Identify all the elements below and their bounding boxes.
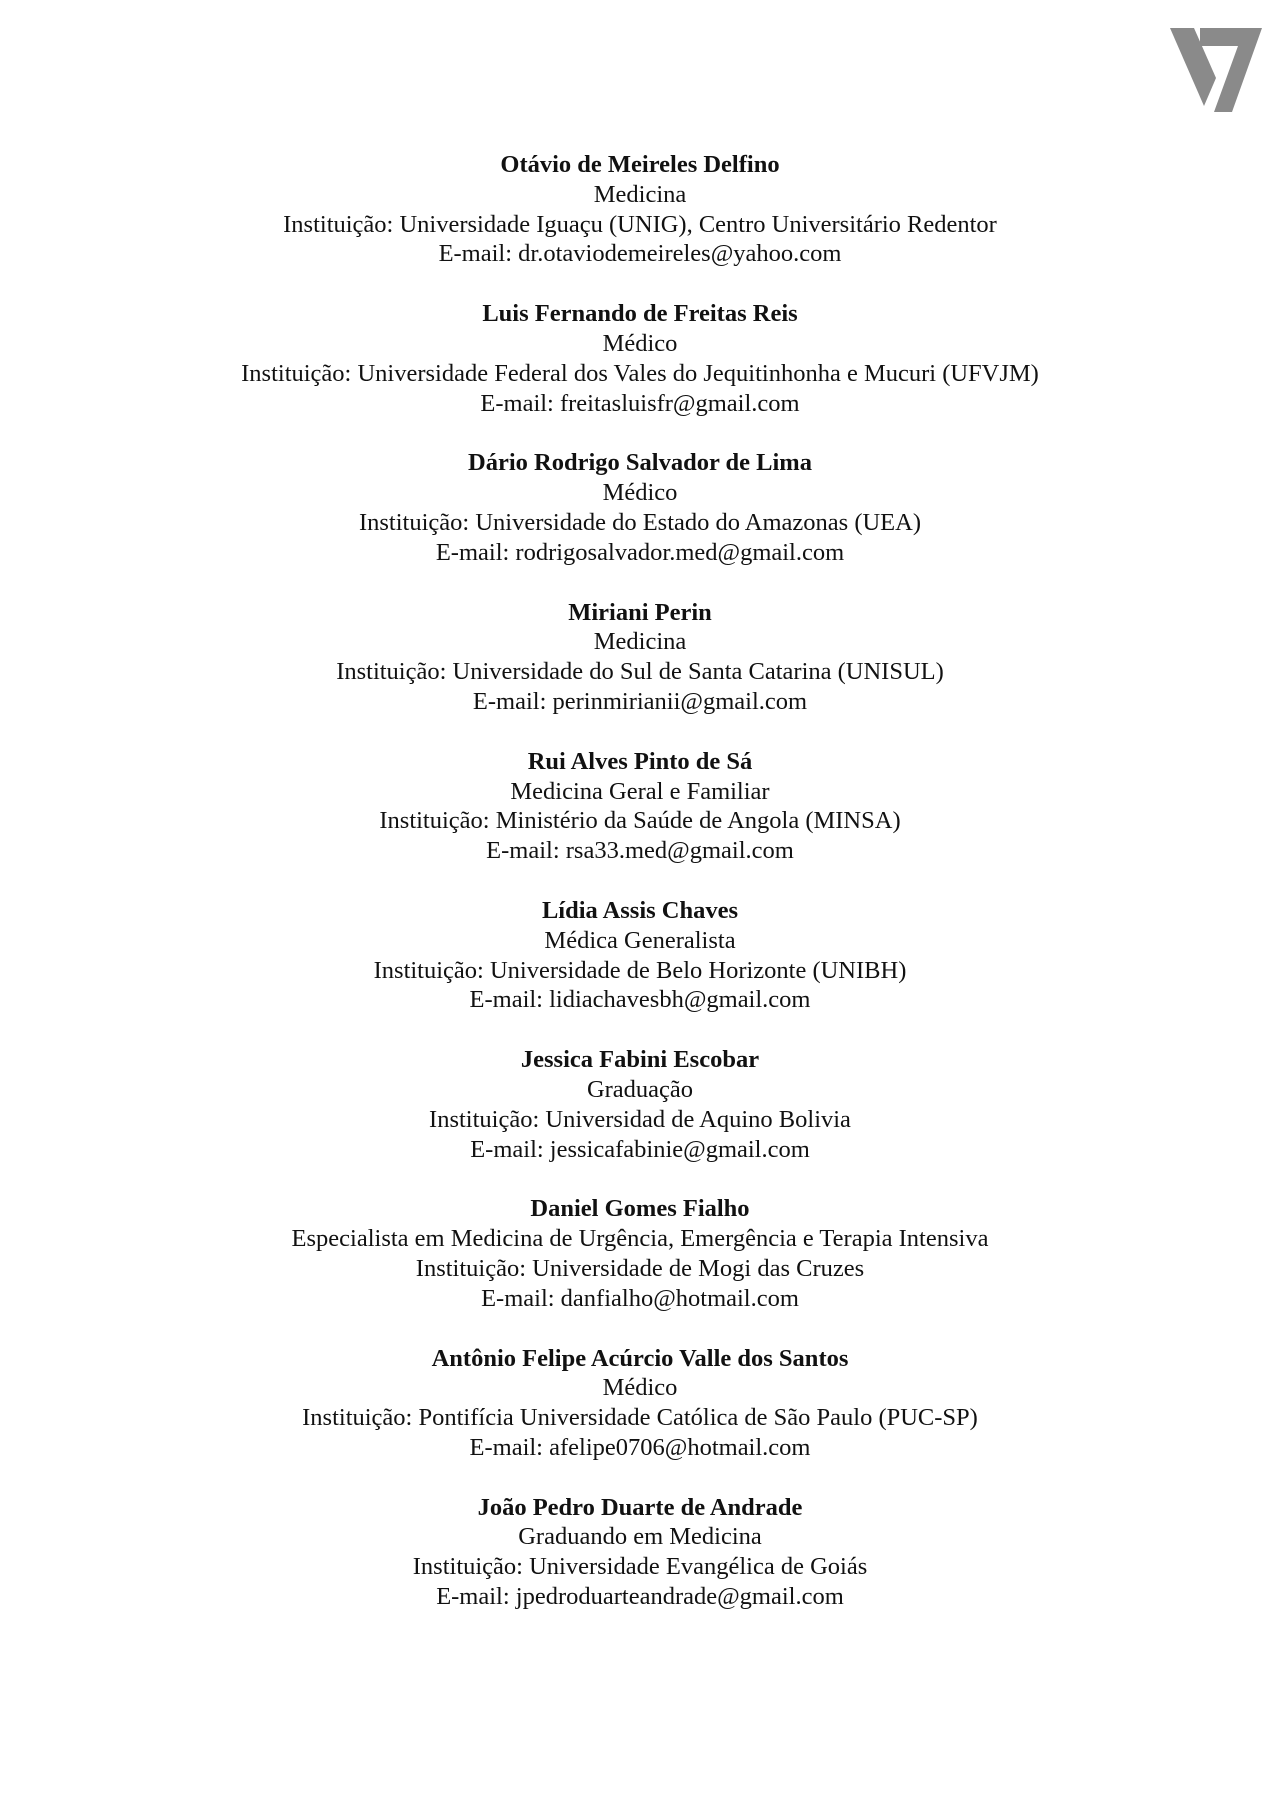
author-name: Luis Fernando de Freitas Reis bbox=[482, 300, 798, 328]
author-list bbox=[0, 150, 1280, 1642]
author-email: E-mail: perinmirianii@gmail.com bbox=[472, 687, 808, 715]
author-entry bbox=[0, 1045, 1280, 1164]
author-email: E-mail: freitasluisfr@gmail.com bbox=[480, 389, 800, 417]
author-institution: Instituição: Ministério da Saúde de Angola (MINSA) bbox=[379, 807, 901, 835]
author-name: Miriani Perin bbox=[568, 598, 712, 626]
author-entry bbox=[0, 1344, 1280, 1463]
author-institution: Instituição: Pontifícia Universidade Católica de São Paulo (PUC-SP) bbox=[302, 1404, 978, 1432]
author-email: E-mail: danfialho@hotmail.com bbox=[481, 1284, 799, 1312]
author-email: E-mail: rsa33.med@gmail.com bbox=[486, 837, 794, 865]
author-institution: Instituição: Universidad de Aquino Bolivia bbox=[429, 1105, 851, 1133]
author-role: Graduação bbox=[586, 1075, 694, 1103]
author-name: Lídia Assis Chaves bbox=[541, 896, 739, 924]
author-role: Médica Generalista bbox=[544, 926, 736, 954]
author-role: Médico bbox=[602, 479, 678, 507]
author-role: Médico bbox=[602, 329, 678, 357]
author-institution: Instituição: Universidade de Mogi das Cruzes bbox=[415, 1254, 865, 1282]
author-entry bbox=[0, 598, 1280, 717]
v7-logo-icon bbox=[1170, 28, 1262, 112]
author-entry bbox=[0, 150, 1280, 269]
author-role: Especialista em Medicina de Urgência, Emergência e Terapia Intensiva bbox=[291, 1225, 989, 1253]
author-entry bbox=[0, 1493, 1280, 1612]
author-email: E-mail: jpedroduarteandrade@gmail.com bbox=[436, 1583, 844, 1611]
author-name: Antônio Felipe Acúrcio Valle dos Santos bbox=[431, 1344, 849, 1372]
author-institution: Instituição: Universidade Federal dos Vales do Jequitinhonha e Mucuri (UFVJM) bbox=[241, 359, 1039, 387]
author-institution: Instituição: Universidade Evangélica de Goiás bbox=[412, 1553, 868, 1581]
author-email: E-mail: rodrigosalvador.med@gmail.com bbox=[435, 538, 845, 566]
author-role: Graduando em Medicina bbox=[518, 1523, 762, 1551]
author-name: Dário Rodrigo Salvador de Lima bbox=[468, 449, 812, 477]
author-email: E-mail: lidiachavesbh@gmail.com bbox=[469, 986, 811, 1014]
author-email: E-mail: jessicafabinie@gmail.com bbox=[470, 1135, 810, 1163]
author-entry bbox=[0, 1194, 1280, 1313]
author-name: Jessica Fabini Escobar bbox=[520, 1046, 760, 1074]
author-role: Medicina bbox=[593, 628, 687, 656]
author-entry bbox=[0, 448, 1280, 567]
author-email: E-mail: afelipe0706@hotmail.com bbox=[469, 1433, 811, 1461]
author-role: Médico bbox=[602, 1374, 678, 1402]
author-institution: Instituição: Universidade de Belo Horizonte (UNIBH) bbox=[373, 956, 907, 984]
author-name: Daniel Gomes Fialho bbox=[530, 1195, 750, 1223]
author-role: Medicina Geral e Familiar bbox=[510, 777, 770, 805]
author-entry bbox=[0, 299, 1280, 418]
author-name: Otávio de Meireles Delfino bbox=[500, 151, 780, 178]
author-name: Rui Alves Pinto de Sá bbox=[527, 747, 753, 775]
author-institution: Instituição: Universidade do Estado do Amazonas (UEA) bbox=[358, 508, 921, 536]
author-email: E-mail: dr.otaviodemeireles@yahoo.com bbox=[438, 240, 842, 268]
author-institution: Instituição: Universidade Iguaçu (UNIG), Centro Universitário Redentor bbox=[283, 210, 997, 238]
author-role: Medicina bbox=[593, 180, 687, 208]
author-institution: Instituição: Universidade do Sul de Santa Catarina (UNISUL) bbox=[336, 658, 944, 686]
author-entry bbox=[0, 896, 1280, 1015]
author-name: João Pedro Duarte de Andrade bbox=[477, 1493, 803, 1521]
author-entry bbox=[0, 747, 1280, 866]
